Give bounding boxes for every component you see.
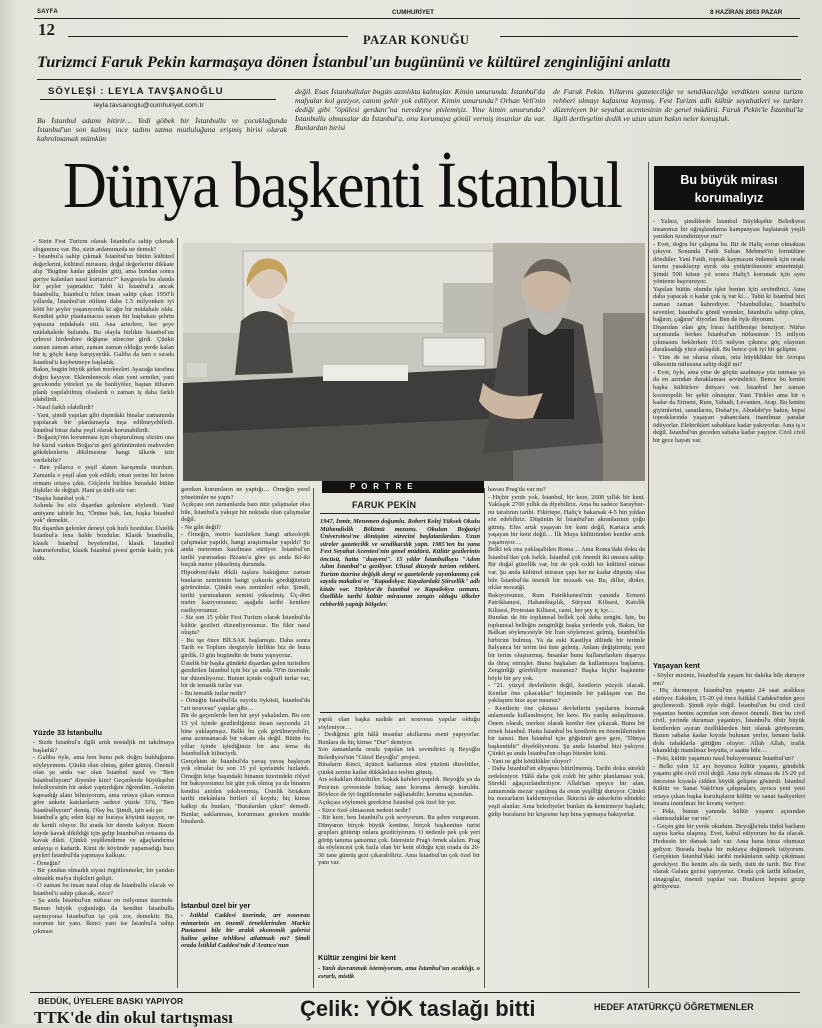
article-column-3b <box>318 965 480 990</box>
byline: SÖYLEŞİ : LEYLA TAVŞANOĞLU <box>48 86 224 97</box>
deck-rule <box>37 79 801 80</box>
newspaper-name: CUMHURİYET <box>392 9 434 16</box>
column-1-subhead: Yüzde 33 İstanbullu <box>33 728 102 737</box>
column-text: - Sizin Fest Turizm olarak İstanbul'a sahip çıkmak sloganınız var. Bu, sizin anlamınızda ne demek? - İstanbul'a sahip çıkmak İstanbul'un bütün kültürel değerlerini, kültürel mirasını, doğal değerlerini dikkate alıp "Bugüne kadar gidenler gitti, ama bundan sonra geriye kalanları nasıl kurtarırız?" kaygısıyla bu alanda bir şeyler yapmaktır. Tabii ki İstanbul'a ancak İstanbullu, İstanbul'u bilen insan sahip çıkar. 1950'li yıllarda, İstanbul'un nüfusu daha 1.5 milyonken iyi kötü bir şeyler yaşanıyordu ki ağır bir müdahale oldu. Kendini şehir planlamacısı sanan bir başbakan şehrin yapısına müdahale etti. Ana arterlere, her şeye müdahalede bulundu. Bu olayla birlikte İstanbul'un çehresi birdenbire değişme sürecine girdi. Çünkü zaman zaman artan, zaman zaman olduğu yerde kalan bir iç göçle karşı karşıyaydık. Galiba da tam o sırada İstanbul'u kaybetmeye başladık. Bakın, bugün büyük şirket merkezleri Ayazağa tarafına doğru kayıyor. Eklemlenecek olan yeni semtler, yani gecekondu yöreleri ya da banliyöler, baştan itibaren planlı yapılabilmiş olsalardı o zaman iş daha farklı olabilirdi. - Nasıl farklı olabilirdi? - Yani, şimdi yapılan gibi dışındaki binalar zamanında yapılacak bir planlamayla inşa edilmeyebilirdi. İstanbul biraz daha yeşil olarak korunabilirdi. - Boğaziçi'nin korunması için oluşturulmuş sözüm ona bir kurul varken Boğaz'ın geri görünümünü mahveden gökdelenlerin dikilmesine hangi ülkede izin verilebilir? - Ben yıllarca o yeşil alanın karışımda oturdum. Zamanla o yeşil alan yok edildi; onun yerine bir beton ormanı ortaya çıktı. Göçlerle birlikte buradaki bütün ilişkiler de değişti. Hani şu ünlü söz var: "Başka İstanbul yok." Aslında bu söz dışardan gelenlere söylendi. Yani amiyane tabirle bu, "Önüne bak, lan, başka İstanbul yok" demekti. Bu dışardan gelenler deneyi çok hızlı bozdular. Üstelik İstanbul'a fena halde bozdular. Klasik İstanbullu, klasik İstanbul beyefendisi, klasik İstanbul hanımefendisi, klasik İstanbul şivesi geride kaldı; yok oldu. <box>33 238 174 562</box>
issue-date: 8 HAZİRAN 2003 PAZAR <box>710 9 783 16</box>
column-2-subhead: İstanbul özel bir yer <box>181 901 251 910</box>
sidebar-paragraph: - Yalnız, şimdilerde İstanbul Büyükşehir Belediyesi insanımız bir uğraşlandırma kampanyası başlatarak yeşili yeniden özendirmiyor mu? - Evet, doğru bir çalışma bu. Bir de Haliç sorun olmaktan çıkıyor. Sonunda Fatih Sultan Mehmet'in formülüne döndüler. Yani Fatih, toprak kaymasını önlemek için orada tarımı yasaklayıp ayrık otu yetiştirilmesini emretmişti. Şimdi 500 küsur yıl sonra Haliç'i korumak için aynı yönteme başvuruyor. Yapılan bütün olumlu işler benim için sevindirici. Ama daha yapacak o kadar çok iş var ki… Tabii ki İstanbul bizi zaman zaman kahrediyor. "İstanbullular, İstanbul'u sevenler, İstanbul'a gönül verenler, İstanbul'a sahip çıkın, bağırın, çağırın" diyorlar. Ben de öyle diyorum. Dışarıdan olan göç biraz hafiflemişe benziyor. Nüfus sayımında herkes İstanbul'un nüfusunun 15 milyon çıkmasını beklerken 10.5 milyon çıkınca göç olayının duraksadığı yüce anlaşıldı. Bu bence çok iyi bir gelişme. - Yine de ne olursa olsun, orta büyüklükte bir Avrupa ülkesinin nüfusuna sahip değil mi? - Evet, öyle, ama yine de göçün azalmaya yüz tutması ya da en azından duraklaması sevindirici. Bence bu kentin başka kültürlere ihtiyacı var. İstanbul her zaman kozmopolit bir şehir olmuştur. Yani Türkler ama bir o kadar da Ermeni, Rum, Yahudi, Levanten, Arap. Bu kentin giyimlerini, sanatlarını, Dubai'ye, Abudabi'ye bakın, hepsi topraklarında yaşayan yabancılara inanılmaz paralar ödüyorlar. Elektrikleri sabahlara kadar yakıyorlar. Ama iş o değil. İstanbul'un geceden sabaha kadar yaşıyor. Civil civil bir gece hayatı var. <box>653 218 805 444</box>
column-rule <box>648 162 649 988</box>
footer-left-headline: BEDÜK, ÜYELERE BASKI YAPIYOR <box>38 996 184 1006</box>
portre-rule <box>320 513 480 514</box>
column-text: yapılı olan başka nadide art nouveau yapılar olduğu söyleniyor… - Dediğiniz gibi hâlâ insanlar akıllarına eseni yapıyorlar. Bunlara da hiç kimse "Dur" demiyor. Son zamanlarda orada yapılan tek sevindirici iş Beyoğlu Belediyesi'nin "Güzel Beyoğlu" projesi. Binaların ikinci, üçüncü katlarının elini yüzünü düzelttiler, çünkü zemin katlar dükkânlara teslim gitmiş. Ars sokakları düzelttiler. Sokak kafeleri yapıldı. Beyoğlu ya da Pera'nın çevresinde birkaç tane koruma derneği kuruldu. Böylece de iyi örgütlenmeler sağlanabilir, koruma açısından. Açıkçası söylemek gerekirse İstanbul çok özel bir yer. - Sizce özel olmasının nedeni nedir? - Bir kere, ben İstanbul'u çok seviyorum. Bu şehre vurgunum. Dünyanın birçok büyük kentine, birçok başkentine turist grupları götürüp onlara gezdiriyorum. O nedenle pek çok yeri görüp tanıma şansımız çok. İstersiniz Prag'ı örnek alalım. Prag da söylencesi çok fazla olan bir kent olduğu için orada da 20-30 tane gümüş gezi çıkarabiliriz. Ama İstanbul'un çok özel bir yanı var. <box>318 716 480 867</box>
column-text: havası Prag'da var mı? - Hiçbir yerde yok. İstanbul, bir kere, 2600 yıllık bir kent. Yaklaşık 2700 yıllık da diyebiliriz. Ama bu sadece Sarayburnu tarafının tarihi. Fikirtepe, Haliç'e bakarsak 4-5 bin yıldan söz edebiliriz. Düşünün ki İstanbul'un akranlarının çoğu gitmiş. Efes artık yaşayan bir kent değil, Kartaca artık yaşayan bir kent değil… İlk Maya kültüründen kentler artık yaşamıyor… Belki tek ona yaklaşabilen Roma… Ama Roma'daki doku da İstanbul'dan çok farklı. İstanbul çok önemli iki unsura sahip. Bir doğal güzellik var, bir de çok coldi bir kültürel mirası var. Şu anda kültürel mirasın çapı her ne kadar düşmüş olsa bile İstanbul'da önemli bir mozaik var. Bu, diller, dinler, ırklar mozaiği. Bakıyorsunuz, Rum Patrikhanesi'nin yanında Ermeni Patrikhanesi, Hahambaşılık, Süryani Kilisesi, Katolik Kilisesi, Protestan Kilisesi, cami, her şey iç içe… Bundan da öte toplumsal bellek çok daha zengin. İşte, bu toplumsal belleğin zenginliği başka yerlerde yok. Bakın, bir Balkan söylencesiyle bir İran söylencesi gelmiş, İstanbul'da birbirini bulmuş. Ya da eski Kastilya dilinde bir terimle İtalyanca bir terim üst üste gelmiş. Anlam değiştirmiş; yeni bir terim oluşturmuş. İnsanlar bunu kullanırlarken dışarıya da ihraç etmişler. Bunu başkaları da kullanmaya başlamış. Zenginliği görebiliyor musunuz? Başka hiçbir başkentte böyle bir şey yok. - "21. yüzyıl devletlerin değil, kentlerin yüzyılı olacak. Kentler öne çıkacaklar" biçiminde bir yaklaşım var. Bu yaklaşımı bize açar mısınız? - Kentlerin öne çıkması devletlerin yapılarını bozmak anlamında kullanılmıyor, bir kere. Bu yanlış anlaşılmasın. Önem olarak, merkez olarak kentler öne çıkacak. Bunu bir örnek İstanbul. Hatta İstanbul bu kentlerin en önemlilerinden bir tanesi. Ben İstanbul için göğsümü gere gere, "Dünya başkentidir" diyebiliyorum. Şu anda İstanbul bizi yakıyor. Çünkü şu anda İstanbul'un oluşu bitenler kötü. - Yani ne gibi kötülükler oluyor? - Daha İstanbul'un altyapısı bitirilmemiş. Tarihi doku sürekli zedeleniyor. Hâlâ daha çok coldi bir şehir planlaması yok. Sürekli ağaçsızlandırılıyor. Allah'tan epeyce bir alan, zamanında mezar yapılmış da onun yeşilliği duruyor. Çünkü bu mezarların kaldırmıyorlar. İkincisi de askerlerin elindeki yeşil alanlar. Ama belediyeler bunları da kemirmeye başladı; gidip buraların bir köşesine hep bina yapmaya bakıyorlar. <box>488 486 645 818</box>
intro-col-3: de Faruk Pekin. Yıllarını gazeteciliğe ve sendikacılığa verdikten sonra turizm rehberi olmayı kafasına koymuş. Fest Turizm adlı kültür seyahatleri ve turları düzenleyen bir seyahat acentesinin de genel müdürü. Faruk Pekin'le İstanbul'la ilgili dertleşelim dedik ve uzun uzun bakın neler konuştuk. <box>553 87 803 123</box>
column-rule <box>484 488 485 988</box>
intro-col-1: Bu İstanbul adamı bitirir… Yedi göbek bir İstanbullu ve çocukluğunda İstanbul'un son kalmış ince tadını tatma mutluluğuna erişmiş birisi olarak kahrolmamak mümkün <box>37 116 287 143</box>
intro-col-2: değil. Esas İstanbullular bugün azınlıkta kalmışlar. Kimin umurunda. İstanbul'da mafyalar kol geziyor, canım şehir yok ediliyor. Kimin umurunda? Orhan Veli'nin dediği gibi "öpülesi gerdanı"na neredeyse pislemişiz. Yine kimin umurunda? İstanbullu olmasalar da İstanbul'a, onu korumaya gönül vermiş insanlar da var. Bunlardan birisi <box>295 87 545 132</box>
footer-left-sub: TTK'de din okul tartışması <box>34 1008 233 1027</box>
footer-rule <box>30 992 800 993</box>
article-column-1 <box>33 238 174 722</box>
article-column-2 <box>181 486 310 894</box>
column-text: - İstiklal Caddesi üzerinde, art nouveau mimarinin en önemli örneklerinden Markiz Pastanesi bile bir aralık ekonomik galerisi haline gelme tehlikesi atlatmadı mı? Şimdi orada İstiklal Caddesi'nde d'Aranco'nun <box>181 912 310 950</box>
footer-right-headline: HEDEF ATATÜRKÇÜ ÖĞRETMENLER <box>594 1002 754 1012</box>
article-column-4 <box>488 486 645 990</box>
page-number: 12 <box>38 20 55 39</box>
portre-bio <box>320 518 480 708</box>
byline-email: leyla.tavsanoglu@cumhuriyet.com.tr <box>94 102 204 109</box>
sidebar-text-2 <box>653 672 805 990</box>
portre-bottom-rule <box>320 712 480 713</box>
article-column-3 <box>318 716 480 948</box>
interview-photo <box>183 243 645 481</box>
sidebar-paragraph: - Söyler misiniz, İstanbul'da yaşam bir dakika bile duruyor mu? - Hiç durmuyor. İstanbul'un yaşamı 24 saat aralıksız sürüyor. Eskiden, 15-20 yıl önce İstiklal Caddesi'nden gece geçilemezdi. Şimdi öyle değil. İstanbul'un bu civil civil yaşantısı benim açımdan son derece önemli. Ben bu civil civil, yerinde duramaz yaşantıyı, İstanbul'u öbür büyük kentlerden ayıran özelliklerden biri olarak görüyorum. Bazen sabaha kadar kıyıda bulunan yerler, hemen balık dolu tabaklarla gittiğim oluyor. Allah Allah, trafik tıkanıklığı inanılmaz boyutta, o saatte bile… - Peki, kültür yaşamını nasıl buluyorsunuz İstanbul'un? - Belki yılın 12 ayı boyunca kültür yaşamı, gündelik yaşamı gibi civil civil değil. Ama öyle olmasa da 15-20 yıl öncesine kıyasla cidden büyük gelişme gösterdi. İstanbul Kültür ve Sanat Vakfı'nın çalışmaları, ayrıca yeni yeni ortaya çıkan başka kuruluşların kültür ve sanat faaliyetleri insana inanılmaz bir kıvanç veriyor. - Peki, bunun yanında kültür yaşamı açısından olumsuzluklar var mı? - Geçen gün bir yerde okudum. Beyoğlu'nda türkü barların sayısı karka ulaşmış. Evet, kabul ediyorum bu da olacak. Herkesin bir damak tadı var. Ama bana biraz olumsuz geliyor. Burada başka bir noktaya değinmek istiyorum. Gerçekten İstanbul'daki tarihi mekânların sahip çıkılması gerekiyor. Bu kentin altı da tarih, üstü de tarih. Biz Fest olarak Galata gezisi yapıyoruz. Orada çok tarihi kiliseler, sinagoglar, önemli yapılar var. Bunların hepsini gezip görüyoruz. <box>653 672 805 891</box>
header-top-rule <box>34 18 800 19</box>
footer-center-headline: Çelik: YÖK taslağı bitti <box>300 996 536 1021</box>
header-right-rule <box>500 36 798 37</box>
sidebar-subhead: Yaşayan kent <box>653 661 700 670</box>
article-deck: Turizmci Faruk Pekin karmaşaya dönen İstanbul'un bugününü ve kültürel zenginliğini anlattı <box>37 53 671 71</box>
sidebar-text-1 <box>653 218 805 656</box>
byline-rule <box>40 99 276 100</box>
portre-label: PORTRE <box>350 482 419 491</box>
section-title: PAZAR KONUĞU <box>363 33 470 47</box>
column-text: - Yanlı davranmak istemiyorum, ama İstanbul'un sıcaklığı, o esrarlı, mistik <box>318 965 480 980</box>
column-text: gereken kurumların ne yaptığı… Örneğin yerel yönetimler ne yaptı? Açıkçası son zamanlarda bazı titiz çalışmalar olsa bile, İstanbul'a yakışır bir noktada olan çalışmalar değil. - Ne gibi değil? - Örneğin, metro kazılırken hangi arkeolojik çalışmalar yapıldı, hangi araştırmalar yapıldı? Şu anda metronun kazılması sürüyor. İstanbul'un tarihi yarımadası Bizans'a göre şu anda iki-iki buçuk metre yükselmiş durumda. Hipodrom'daki dikili taşlara baktığınız zaman bunların zemininin hangi çukurda gördüğünüzü görürsünüz. Çünkü esas zeminleri odur. Şimdi, tarihi yarımadanın zemini yükselmiş. Üç-dört metre kazıyorsunuz; aşağıda tarihi kentlere rastlıyorsunuz. - Siz son 15 yıldır Fest Turizm olarak İstanbul'da kültür gezileri düzenliyorsunuz. Bu fikir nasıl oluştu? - Bu işe önce BİLSAK başlamıştı. Daha sonra Tarih ve Toplum dergisiyle birlikte biz de buna girdik. O gün bugündür de bunu yapıyoruz. Üstelik bir başka gündeki dışardan gelen turistlere gezdirilen İstanbul için biz şu anda 70'in üzerinde tur düzenliyoruz. Bunun içinde coğrafi turlar var, bir de tematik turlar var. - Bu tematik turlar nedir? - Örneğin İstanbul'da suyolu öyküsü, İstanbul'da "art nouveau" yapılar gibi… Bir de geçenlerde ben bir şeyi yakaladım. Bu son 15 yıl içinde gezdirdiğimiz insan sayısında 21 bine yaklaşmışız. Belki bu çok görülmeyebilir, ama azımsanacak bir rakam da değil. Bütün bu yıllar içinde işlediğimiz bir ana tema da İstanbulluk bilinciydi. Gerçekten de İstanbul'da yavaş yavaş başlayan yok olmalar bu son 15 yıl içerisinde hızlandı. Örneğin köşe başındaki binanın üzerindeki rölyef bir bakıyorsunuz bir gün yok olmuş ya da binanın kendisi aniden yıkılıvermiş. Üstelik birtakım tarihi mekânlara birileri el koydu; hiç kimse kalkıp da bunları, "Buralardan çıkın" demedi. Bunlar, saklanması, korunması gereken mudde binalardı. <box>181 486 310 826</box>
column-text: - Sizde İstanbul'a ilgili artık nostaljik mi takılmaya başladık? - Galiba öyle, ama ben bunu pek doğru bulduğumu söyleyemem. Çünkü olan olmuş, giden gitmiş. Önemli olan şu anda var olan İstanbul nasıl ve "Ben İstanbulluyum" diyenler kim? Geçenlerde büyükşehir belediyesinin bir anket yaptırdığını öğrendim. Anketin kapsadığı alanı bilmiyorum, ama ortaya çıkan sonuca göre ankete katılanların sadece yüzde 33'ü, "Ben İstanbulluyum" demiş. Olay bu. Şimdi, işin aslı şu: İstanbul'a göç eden kişi ne buraya köyünü taşıyor, ne de kentli oluyor. İki arada bir derede kalıyor. Bazen köyde kavak dikildiği için gelip İstanbul'un ortasına da kavak dikti. Çünkü yeşillendirme ve ağaçlandırma anlayışı o kadardı. Kimi de köyünde yapamadığı bazı şeyleri İstanbul'da yapmaya kalkıştı. - Örneğin? - Bir yandan olmadık siyasi örgütlenmeler, bir yandan olmadık mafya ilişkileri gelişti. - O zaman bu insan nasıl olup da İstanbullu olacak ve İstanbul'u sahip çıkacak, sizce? - Şu anda İstanbul'un nüfusu on milyonun üzerinde. Bunun büyük çoğunluğu da kendini İstanbullu saymıyorsa İstanbul'un işi çok zor, demektir. Bu, sorunun bir yanı. İkinci yanı ise İstanbul'a sahip çıkması <box>33 739 174 935</box>
portre-name: FARUK PEKİN <box>352 500 417 510</box>
sidebar-title: Bu büyük mirası korumalıyız <box>654 166 804 210</box>
header-left-rule <box>68 36 348 37</box>
article-column-1b <box>33 739 174 990</box>
article-column-2b <box>181 912 310 990</box>
photo-illustration <box>183 243 645 481</box>
section-tag: SAYFA <box>37 9 58 15</box>
headline: Dünya başkenti İstanbul <box>63 149 622 222</box>
portre-bio-text: 1947, İzmir, Menemen doğumlu. Robert Kolej Yüksek Okulu Mühendislik Bölümü mezunu. Okulun Boğaziçi Üniversitesi'ne dönüşüm sürecini başlatanlardan. Uzun süreler gazetecilik ve sendikacılık yaptı. 1985'ten bu yana Fest Seyahat Acentesi'nin genel müdürü. Kültür gezilerinin öncüsü, hatta "duayeni". 15 yıldır İstanbulluyu "Adım Adım İstanbul"u geziliyor. Ulusal düzeyde turizm rehberi. Turizm üzerine değişik dergi ve gazetelerde yayımlanmış çok sayıda makalesi ve "Kapadokya: Kayalardaki Şiirsellik" adlı kitabı var. Türkiye'de İstanbul ve Kapadokya uzmanı. Özellikle tarihi kültür mirasının zengin olduğu ülkeler rehberlik yaptığı bölgeler. <box>320 518 480 609</box>
column-rule <box>177 238 178 988</box>
column-3-subhead: Kültür zengini bir kent <box>318 953 397 962</box>
column-rule <box>313 488 314 988</box>
